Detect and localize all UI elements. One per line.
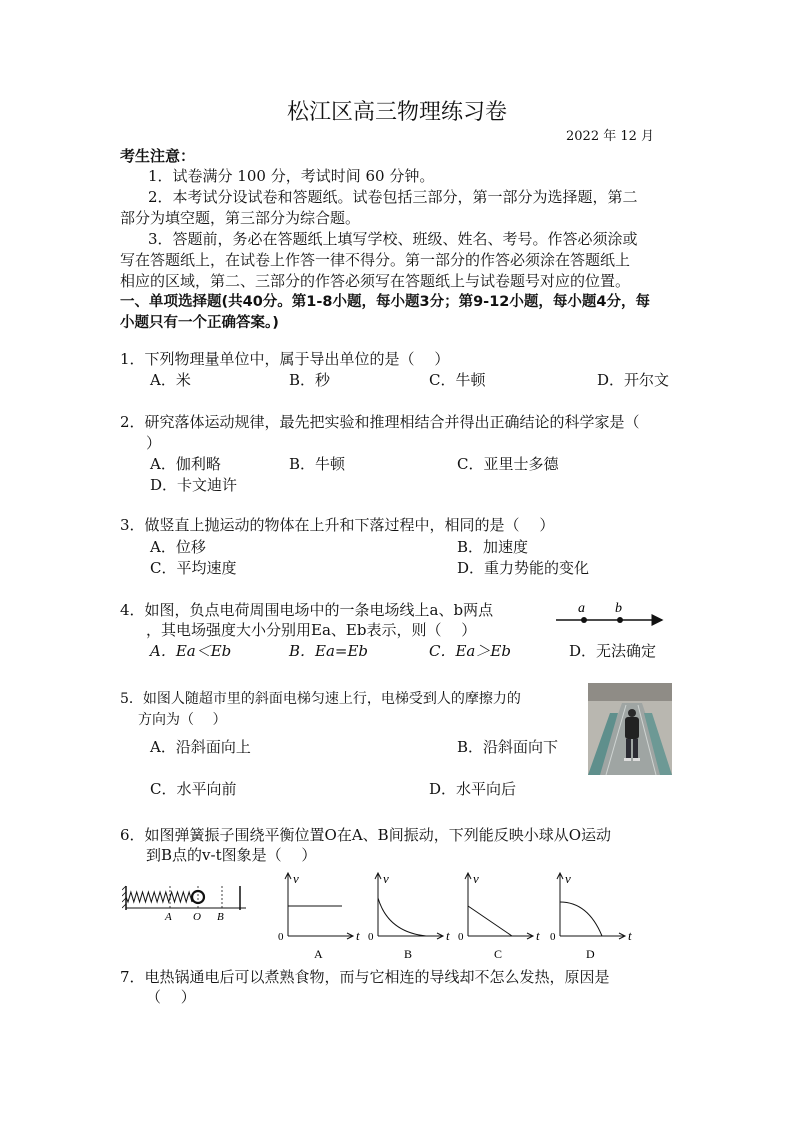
label-a: A bbox=[165, 911, 172, 922]
exam-date: 2022 年 12 月 bbox=[566, 129, 655, 144]
graph-a-label: A bbox=[314, 947, 323, 961]
notice-line-3c: 相应的区域，第二、三部分的作答必须写在答题纸上与试卷题号对应的位置。 bbox=[120, 272, 631, 290]
page-title: 松江区高三物理练习卷 bbox=[286, 100, 507, 125]
q1-option-d: D．开尔文 bbox=[597, 371, 670, 389]
q5-option-a: A．沿斜面向上 bbox=[150, 738, 251, 756]
spring-coil bbox=[126, 892, 192, 902]
label-o: O bbox=[193, 911, 201, 922]
section-1-heading-cont: 小题只有一个正确答案。) bbox=[120, 315, 279, 331]
notice-line-3a: 3．答题前，务必在答题纸上填写学校、班级、姓名、考号。作答必须涂或 bbox=[148, 230, 638, 248]
q4-option-a: A．Ea＜Eb bbox=[150, 642, 232, 660]
spring-oscillator-figure bbox=[122, 884, 252, 922]
graph-d-origin: 0 bbox=[550, 931, 556, 943]
graph-c-label: C bbox=[494, 947, 503, 961]
q4-option-b: B．Ea=Eb bbox=[289, 642, 369, 660]
q2-stem: 2．研究落体运动规律，最先把实验和推理相结合并得出正确结论的科学家是（ bbox=[120, 413, 640, 431]
notice-line-1: 1．试卷满分 100 分，考试时间 60 分钟。 bbox=[148, 167, 435, 185]
q3-option-b: B．加速度 bbox=[457, 538, 529, 556]
q2-option-a: A．伽利略 bbox=[150, 455, 221, 473]
q5-option-b: B．沿斜面向下 bbox=[457, 738, 559, 756]
vt-graphs bbox=[270, 870, 640, 962]
notice-line-2b: 部分为填空题，第三部分为综合题。 bbox=[120, 209, 361, 227]
graph-a-v-label: v bbox=[293, 871, 299, 886]
escalator-photo bbox=[588, 683, 672, 775]
field-line-figure bbox=[552, 598, 670, 628]
q3-option-d: D．重力势能的变化 bbox=[457, 559, 590, 577]
graph-d-v-label: v bbox=[565, 871, 571, 886]
q2-stem-cont: ） bbox=[146, 434, 162, 452]
notice-line-2a: 2．本考试分设试卷和答题纸。试卷包括三部分，第一部分为选择题，第二 bbox=[148, 188, 638, 206]
graph-c-t-label: t bbox=[536, 928, 540, 943]
q4-option-d: D．无法确定 bbox=[569, 642, 657, 660]
ball bbox=[192, 891, 204, 903]
graph-c-origin: 0 bbox=[458, 931, 464, 943]
graph-a-origin: 0 bbox=[278, 931, 284, 943]
q2-option-c: C．亚里士多德 bbox=[457, 455, 559, 473]
graph-c-curve bbox=[468, 906, 512, 936]
graph-c-v-label: v bbox=[473, 871, 479, 886]
q5-option-c: C．水平向前 bbox=[150, 780, 237, 798]
q5-option-d: D．水平向后 bbox=[429, 780, 517, 798]
graph-d-curve bbox=[560, 902, 602, 936]
q5-stem: 5．如图人随超市里的斜面电梯匀速上行，电梯受到人的摩擦力的 bbox=[120, 691, 521, 707]
label-b: B bbox=[217, 911, 224, 922]
point-a bbox=[581, 617, 587, 623]
point-a-label: a bbox=[578, 601, 585, 616]
q5-stem-cont: 方向为（ ） bbox=[138, 712, 227, 728]
q1-option-c: C．牛顿 bbox=[429, 371, 486, 389]
q1-option-b: B．秒 bbox=[289, 371, 331, 389]
q1-option-a: A．米 bbox=[150, 371, 191, 389]
q4-stem: 4．如图，负点电荷周围电场中的一条电场线上a、b两点 bbox=[120, 601, 494, 619]
graph-b-label: B bbox=[404, 947, 413, 961]
point-b bbox=[617, 617, 623, 623]
q4-stem-cont: ，其电场强度大小分别用Ea、Eb表示，则（ ） bbox=[146, 621, 477, 639]
q6-stem-cont: 到B点的v-t图象是（ ） bbox=[146, 846, 317, 864]
q4-option-c: C．Ea＞Eb bbox=[429, 642, 511, 660]
q2-option-d: D．卡文迪许 bbox=[150, 476, 238, 494]
point-b-label: b bbox=[615, 601, 622, 616]
graph-d-t-label: t bbox=[628, 928, 632, 943]
section-1-heading: 一、单项选择题(共40分。第1-8小题，每小题3分；第9-12小题，每小题4分，每 bbox=[120, 294, 650, 310]
graph-b-curve bbox=[378, 898, 426, 936]
q6-stem: 6．如图弹簧振子围绕平衡位置O在A、B间振动，下列能反映小球从O运动 bbox=[120, 826, 611, 844]
q3-option-c: C．平均速度 bbox=[150, 559, 237, 577]
graph-d-label: D bbox=[586, 947, 595, 961]
notice-line-3b: 写在答题纸上，在试卷上作答一律不得分。第一部分的作答必须涂在答题纸上 bbox=[120, 251, 631, 269]
q7-stem-cont: （ ） bbox=[146, 988, 196, 1006]
graph-a-t-label: t bbox=[356, 928, 360, 943]
notice-heading: 考生注意： bbox=[120, 147, 196, 165]
graph-b-v-label: v bbox=[383, 871, 389, 886]
q1-stem: 1．下列物理量单位中，属于导出单位的是（ ） bbox=[120, 350, 450, 368]
q2-option-b: B．牛顿 bbox=[289, 455, 346, 473]
q3-stem: 3．做竖直上抛运动的物体在上升和下落过程中，相同的是（ ） bbox=[120, 516, 555, 534]
q7-stem: 7．电热锅通电后可以煮熟食物，而与它相连的导线却不怎么发热，原因是 bbox=[120, 968, 610, 986]
q3-option-a: A．位移 bbox=[150, 538, 206, 556]
graph-b-t-label: t bbox=[446, 928, 450, 943]
graph-b-origin: 0 bbox=[368, 931, 374, 943]
